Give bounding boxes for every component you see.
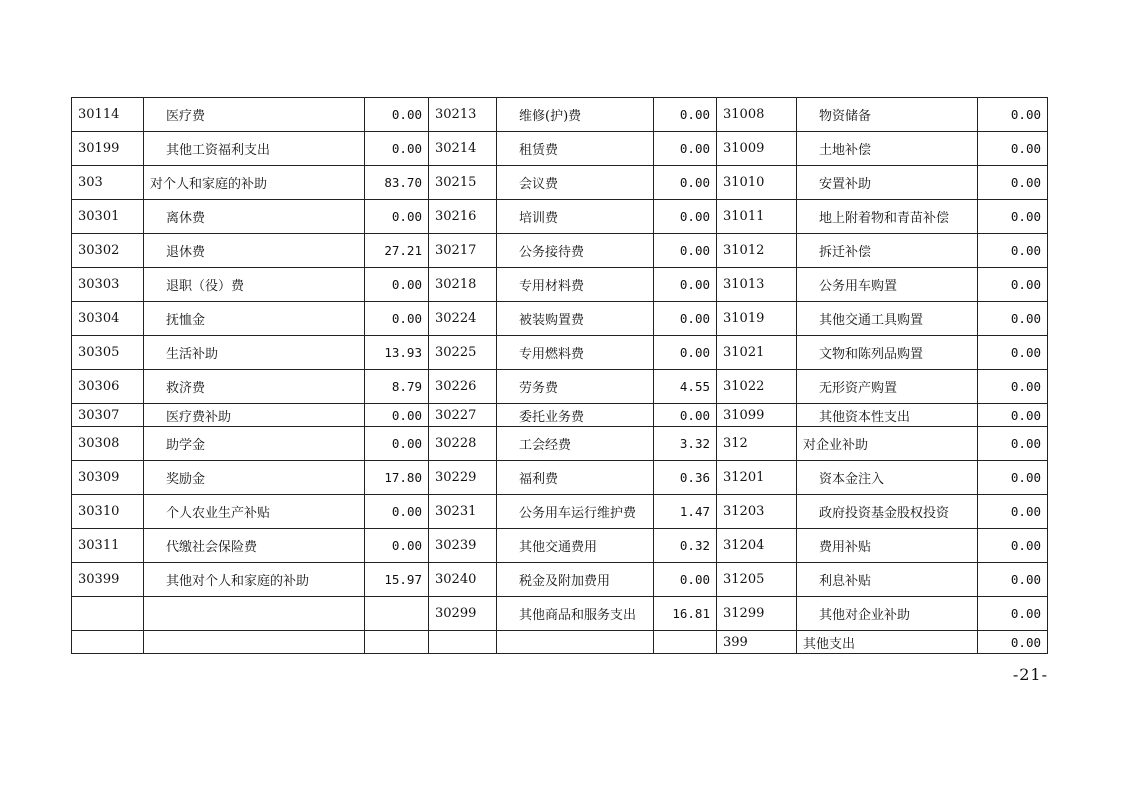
item-code-2	[429, 631, 497, 654]
table-row	[72, 529, 1048, 563]
item-amount-1	[365, 631, 429, 654]
item-amount-3: 0.00	[978, 427, 1048, 461]
table-row	[72, 200, 1048, 234]
item-amount-2: 0.00	[654, 302, 717, 336]
item-name-1: 对个人和家庭的补助	[144, 166, 365, 200]
item-amount-1	[365, 597, 429, 631]
item-amount-2: 0.00	[654, 268, 717, 302]
item-name-1: 医疗费	[144, 98, 365, 132]
table-row	[72, 302, 1048, 336]
item-amount-2: 0.00	[654, 132, 717, 166]
item-name-1: 救济费	[144, 370, 365, 404]
item-code-2: 30225	[429, 336, 497, 370]
item-amount-1: 0.00	[365, 495, 429, 529]
expenditure-table-container	[71, 97, 1047, 654]
item-code-3: 312	[717, 427, 797, 461]
expenditure-table	[71, 97, 1048, 654]
item-amount-1: 13.93	[365, 336, 429, 370]
item-code-3: 31203	[717, 495, 797, 529]
item-amount-2: 3.32	[654, 427, 717, 461]
item-name-2: 福利费	[497, 461, 654, 495]
item-name-1: 个人农业生产补贴	[144, 495, 365, 529]
item-amount-2: 0.00	[654, 336, 717, 370]
item-name-1: 生活补助	[144, 336, 365, 370]
item-code-1: 30399	[72, 563, 144, 597]
item-name-2: 公务接待费	[497, 234, 654, 268]
item-amount-1: 15.97	[365, 563, 429, 597]
item-code-2: 30217	[429, 234, 497, 268]
item-amount-2: 0.00	[654, 166, 717, 200]
item-amount-1: 0.00	[365, 132, 429, 166]
item-code-1: 30309	[72, 461, 144, 495]
item-amount-2: 4.55	[654, 370, 717, 404]
item-code-2: 30215	[429, 166, 497, 200]
item-name-1: 助学金	[144, 427, 365, 461]
item-code-3: 31205	[717, 563, 797, 597]
table-row	[72, 234, 1048, 268]
item-amount-3: 0.00	[978, 268, 1048, 302]
item-name-2: 工会经费	[497, 427, 654, 461]
item-name-3: 文物和陈列品购置	[797, 336, 978, 370]
item-code-1: 30310	[72, 495, 144, 529]
item-name-3: 政府投资基金股权投资	[797, 495, 978, 529]
item-amount-1: 0.00	[365, 98, 429, 132]
item-code-3: 31022	[717, 370, 797, 404]
item-name-1: 奖励金	[144, 461, 365, 495]
item-name-2: 会议费	[497, 166, 654, 200]
item-code-1: 303	[72, 166, 144, 200]
item-amount-3: 0.00	[978, 98, 1048, 132]
table-row	[72, 98, 1048, 132]
item-amount-3: 0.00	[978, 166, 1048, 200]
page-number: -21-	[1012, 665, 1048, 684]
item-amount-1: 0.00	[365, 427, 429, 461]
item-amount-3: 0.00	[978, 597, 1048, 631]
item-code-1: 30199	[72, 132, 144, 166]
item-name-2: 委托业务费	[497, 404, 654, 427]
item-name-3: 对企业补助	[797, 427, 978, 461]
item-code-2: 30239	[429, 529, 497, 563]
item-code-2: 30231	[429, 495, 497, 529]
item-amount-1: 83.70	[365, 166, 429, 200]
item-amount-1: 27.21	[365, 234, 429, 268]
item-code-3: 31201	[717, 461, 797, 495]
item-amount-2: 0.00	[654, 200, 717, 234]
item-code-2: 30299	[429, 597, 497, 631]
item-code-3: 31008	[717, 98, 797, 132]
item-code-3: 31204	[717, 529, 797, 563]
item-name-1: 退职（役）费	[144, 268, 365, 302]
item-amount-3: 0.00	[978, 404, 1048, 427]
item-amount-3: 0.00	[978, 631, 1048, 654]
item-amount-2: 0.36	[654, 461, 717, 495]
item-code-3: 31021	[717, 336, 797, 370]
item-name-3: 物资储备	[797, 98, 978, 132]
table-row	[72, 461, 1048, 495]
item-code-3: 31299	[717, 597, 797, 631]
item-amount-3: 0.00	[978, 563, 1048, 597]
item-code-2: 30228	[429, 427, 497, 461]
item-amount-3: 0.00	[978, 529, 1048, 563]
table-row	[72, 166, 1048, 200]
item-code-2: 30216	[429, 200, 497, 234]
item-code-3: 31019	[717, 302, 797, 336]
table-row	[72, 132, 1048, 166]
item-amount-3: 0.00	[978, 336, 1048, 370]
item-code-1: 30301	[72, 200, 144, 234]
item-amount-2: 0.00	[654, 234, 717, 268]
item-amount-1: 8.79	[365, 370, 429, 404]
item-name-3: 无形资产购置	[797, 370, 978, 404]
item-name-2: 维修(护)费	[497, 98, 654, 132]
item-amount-2: 0.00	[654, 563, 717, 597]
item-name-3: 公务用车购置	[797, 268, 978, 302]
item-code-2: 30218	[429, 268, 497, 302]
item-code-1: 30114	[72, 98, 144, 132]
item-code-1: 30306	[72, 370, 144, 404]
table-body	[72, 98, 1048, 654]
item-name-3: 其他对企业补助	[797, 597, 978, 631]
item-name-1: 医疗费补助	[144, 404, 365, 427]
item-amount-1: 0.00	[365, 529, 429, 563]
item-code-2: 30213	[429, 98, 497, 132]
item-amount-2	[654, 631, 717, 654]
item-code-1: 30308	[72, 427, 144, 461]
item-code-2: 30224	[429, 302, 497, 336]
item-name-2: 其他交通费用	[497, 529, 654, 563]
item-name-1: 其他对个人和家庭的补助	[144, 563, 365, 597]
item-name-1	[144, 631, 365, 654]
item-name-2: 专用燃料费	[497, 336, 654, 370]
table-row	[72, 631, 1048, 654]
item-code-1: 30303	[72, 268, 144, 302]
item-name-3: 安置补助	[797, 166, 978, 200]
item-name-1: 代缴社会保险费	[144, 529, 365, 563]
item-name-2: 被装购置费	[497, 302, 654, 336]
item-amount-1: 0.00	[365, 302, 429, 336]
item-name-3: 土地补偿	[797, 132, 978, 166]
item-code-1	[72, 597, 144, 631]
item-amount-1: 0.00	[365, 404, 429, 427]
item-name-1: 抚恤金	[144, 302, 365, 336]
table-row	[72, 427, 1048, 461]
item-name-3: 其他资本性支出	[797, 404, 978, 427]
item-name-2: 其他商品和服务支出	[497, 597, 654, 631]
item-amount-2: 0.32	[654, 529, 717, 563]
item-name-2: 租赁费	[497, 132, 654, 166]
item-code-3: 31013	[717, 268, 797, 302]
item-name-1: 退休费	[144, 234, 365, 268]
item-name-1: 离休费	[144, 200, 365, 234]
item-amount-1: 17.80	[365, 461, 429, 495]
item-amount-3: 0.00	[978, 132, 1048, 166]
item-amount-3: 0.00	[978, 461, 1048, 495]
item-code-3: 31012	[717, 234, 797, 268]
item-name-2: 劳务费	[497, 370, 654, 404]
item-code-2: 30227	[429, 404, 497, 427]
item-name-1: 其他工资福利支出	[144, 132, 365, 166]
item-name-3: 拆迁补偿	[797, 234, 978, 268]
item-code-1: 30302	[72, 234, 144, 268]
item-amount-1: 0.00	[365, 200, 429, 234]
table-row	[72, 597, 1048, 631]
item-code-2: 30226	[429, 370, 497, 404]
item-name-3: 费用补贴	[797, 529, 978, 563]
item-name-2: 培训费	[497, 200, 654, 234]
item-name-3: 利息补贴	[797, 563, 978, 597]
item-code-2: 30240	[429, 563, 497, 597]
item-amount-2: 0.00	[654, 98, 717, 132]
item-code-3: 31010	[717, 166, 797, 200]
item-amount-2: 16.81	[654, 597, 717, 631]
item-amount-3: 0.00	[978, 302, 1048, 336]
item-code-1	[72, 631, 144, 654]
table-row	[72, 370, 1048, 404]
item-amount-3: 0.00	[978, 234, 1048, 268]
item-amount-3: 0.00	[978, 495, 1048, 529]
item-amount-2: 1.47	[654, 495, 717, 529]
item-amount-1: 0.00	[365, 268, 429, 302]
item-amount-2: 0.00	[654, 404, 717, 427]
item-name-2: 税金及附加费用	[497, 563, 654, 597]
item-name-1	[144, 597, 365, 631]
item-code-3: 31011	[717, 200, 797, 234]
item-name-3: 其他交通工具购置	[797, 302, 978, 336]
item-code-1: 30304	[72, 302, 144, 336]
table-row	[72, 336, 1048, 370]
item-code-1: 30307	[72, 404, 144, 427]
item-name-3: 其他支出	[797, 631, 978, 654]
item-name-2	[497, 631, 654, 654]
item-name-2: 专用材料费	[497, 268, 654, 302]
item-amount-3: 0.00	[978, 370, 1048, 404]
item-name-3: 资本金注入	[797, 461, 978, 495]
item-name-3: 地上附着物和青苗补偿	[797, 200, 978, 234]
item-name-2: 公务用车运行维护费	[497, 495, 654, 529]
item-code-3: 31009	[717, 132, 797, 166]
item-code-1: 30305	[72, 336, 144, 370]
item-code-2: 30214	[429, 132, 497, 166]
table-row	[72, 495, 1048, 529]
item-code-2: 30229	[429, 461, 497, 495]
table-row	[72, 563, 1048, 597]
item-amount-3: 0.00	[978, 200, 1048, 234]
table-row	[72, 404, 1048, 427]
item-code-1: 30311	[72, 529, 144, 563]
table-row	[72, 268, 1048, 302]
item-code-3: 399	[717, 631, 797, 654]
item-code-3: 31099	[717, 404, 797, 427]
